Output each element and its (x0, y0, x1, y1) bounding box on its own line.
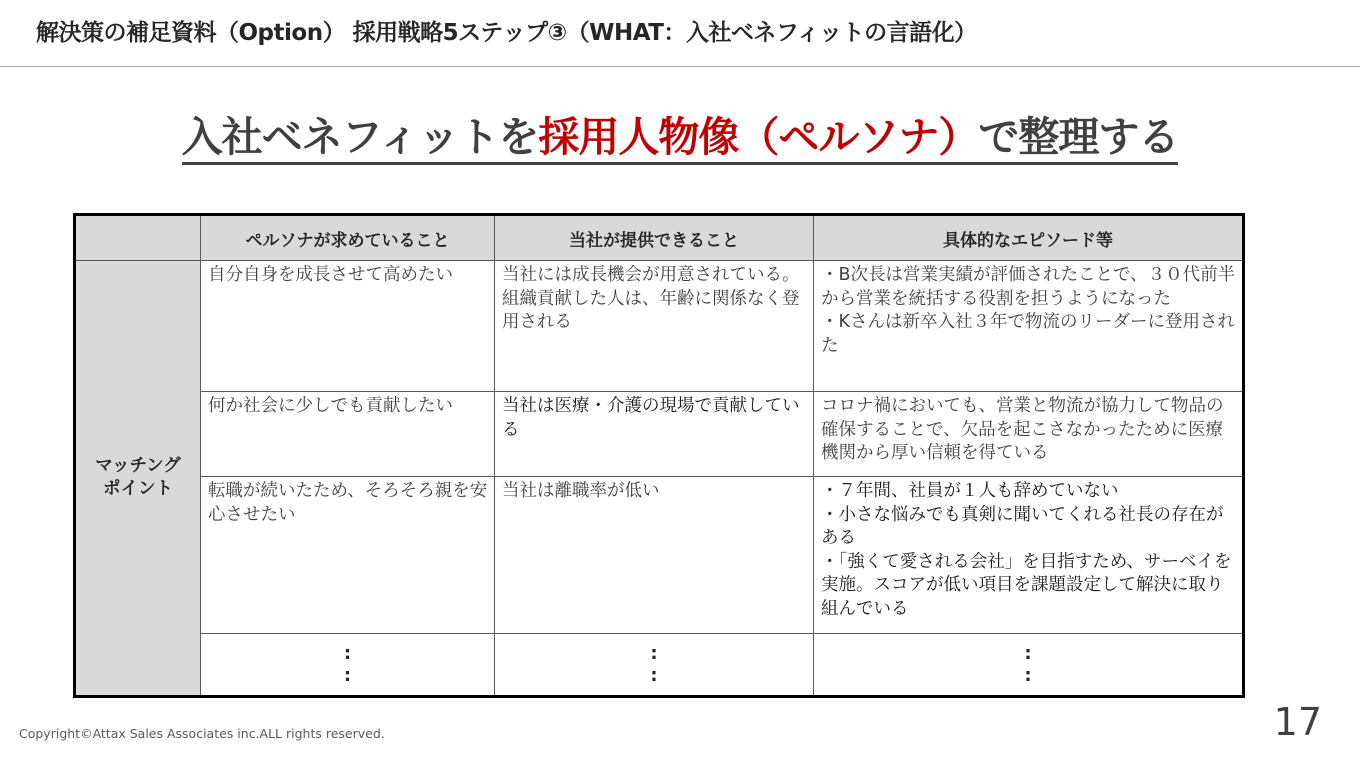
ellipsis-cell: : : (201, 634, 495, 697)
headline-underline (182, 113, 1179, 165)
table-row (75, 477, 1244, 634)
header-cell-persona-needs: ペルソナが求めていること (201, 215, 495, 261)
company-offer-cell: 当社は医療・介護の現場で貢献している (495, 392, 814, 477)
header-divider (0, 66, 1360, 67)
header-cell-blank (75, 215, 201, 261)
ellipsis-cell: : : (495, 634, 814, 697)
persona-need-cell: 転職が続いたため、そろそろ親を安心させたい (201, 477, 495, 634)
company-offer-cell: 当社には成長機会が用意されている。組織貢献した人は、年齢に関係なく登用される (495, 261, 814, 392)
copyright-text: Copyright©Attax Sales Associates inc.ALL rights reserved. (19, 726, 385, 741)
matching-point-label: マッチング ポイント (75, 261, 201, 697)
persona-need-cell: 自分自身を成長させて高めたい (201, 261, 495, 392)
table-header-row (75, 215, 1244, 261)
company-offer-cell: 当社は離職率が低い (495, 477, 814, 634)
header-cell-company-offers: 当社が提供できること (495, 215, 814, 261)
table-row-ellipsis (75, 634, 1244, 697)
ellipsis-cell: : : (814, 634, 1244, 697)
table-row (75, 261, 1244, 392)
table-row (75, 392, 1244, 477)
benefit-persona-table (73, 213, 1245, 698)
slide-headline (0, 104, 1360, 163)
episode-cell: ・７年間、社員が１人も辞めていない ・小さな悩みでも真剣に聞いてくれる社長の存在がある ・「強くて愛される会社」を目指すため、サーベイを実施。スコアが低い項目を課題設定して解決に取り組んでいる (814, 477, 1244, 634)
page-number: 17 (1273, 700, 1322, 744)
headline-highlight: 採用人物像（ペルソナ） (538, 113, 979, 161)
header-cell-episodes: 具体的なエピソード等 (814, 215, 1244, 261)
headline-part-3: で整理する (978, 113, 1179, 161)
headline-part-1: 入社ベネフィットを (181, 113, 539, 161)
persona-need-cell: 何か社会に少しでも貢献したい (201, 392, 495, 477)
episode-cell: ・B次長は営業実績が評価されたことで、３０代前半から営業を統括する役割を担うようになった ・Kさんは新卒入社３年で物流のリーダーに登用された (814, 261, 1244, 392)
slide-header-title: 解決策の補足資料（Option） 採用戦略5ステップ③（WHAT：入社ベネフィットの言語化） (36, 20, 977, 46)
episode-cell: コロナ禍においても、営業と物流が協力して物品の確保することで、欠品を起こさなかったために医療機関から厚い信頼を得ている (814, 392, 1244, 477)
